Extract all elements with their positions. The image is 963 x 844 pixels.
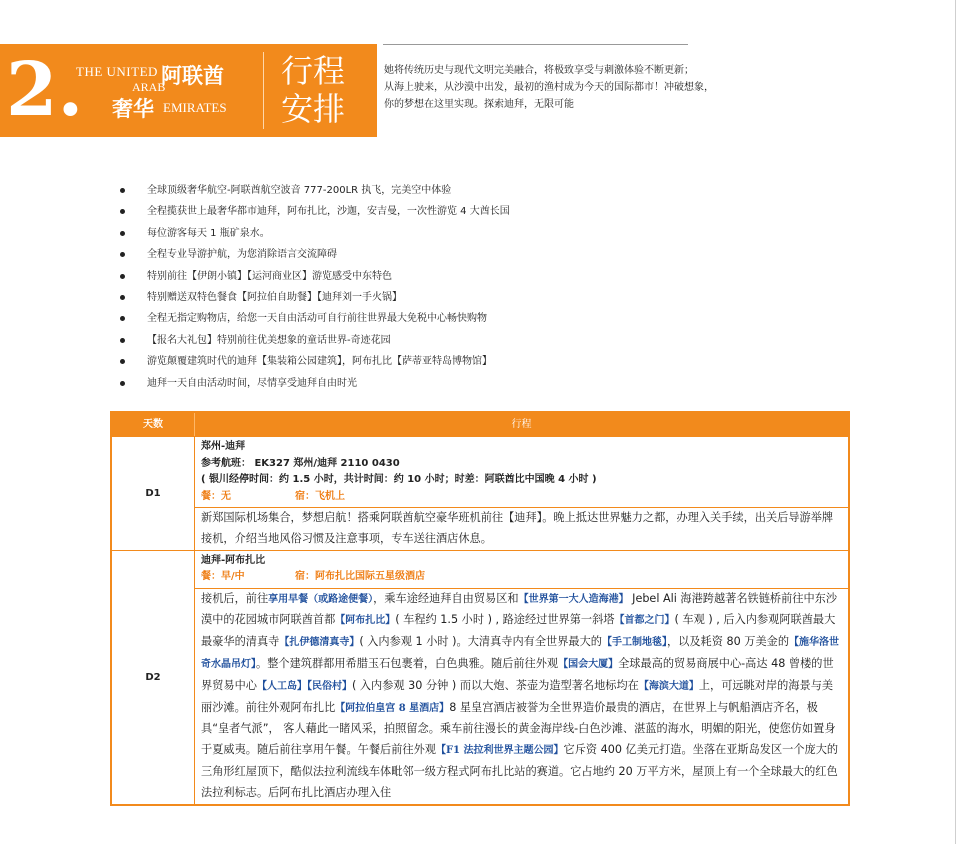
hotel-info: 宿：阿布扎比国际五星级酒店 [295,571,425,583]
desc-highlight: 【阿拉伯皇宫 8 星酒店】 [335,702,450,714]
table-row-d2 [112,550,848,804]
banner-divider [263,52,264,129]
desc-text: ( 车观 ) , 后入内参观阿联酋最大最豪华的清真寺 [201,613,836,649]
route-title: 郑州-迪拜 [201,441,246,452]
banner-english-line1: THE UNITED [76,64,158,79]
desc-highlight: 【施华洛世奇水晶吊灯】 [201,637,840,670]
feature-item: 游览颠覆建筑时代的迪拜【集装箱公园建筑】，阿布扎比【萨蒂亚特岛博物馆】 [118,351,510,372]
day-content [195,551,848,804]
meal-hotel-info [201,489,842,506]
desc-text: ( 入内参观 1 小时 )。大清真寺内有全世界最大的 [359,635,602,649]
desc-text: 上，可远眺对岸的海景与美丽沙滩。前往外观阿布扎比 [201,678,834,714]
col-itinerary-header: 行程 [511,419,532,430]
flight-info: 参考航班： EK327 郑州/迪拜 2110 0430 [201,457,400,469]
desc-highlight: 【国会大厦】 [558,658,619,670]
desc-text: ( 车程约 1.5 小时 ) , 路途经过世界第一斜塔 [395,613,615,627]
desc-text: 。整个建筑群都用希腊玉石包裹着，白色典雅。随后前往外观 [256,656,559,670]
desc-highlight: 享用早餐（或路途便餐） [268,593,374,605]
desc-highlight: 【阿布扎比】 [335,615,396,627]
feature-item: 全程无指定购物店，给您一天自由活动可自行前往世界最大免税中心畅快购物 [118,308,510,329]
day-header [195,551,848,588]
hotel-info: 宿：飞机上 [295,490,345,502]
feature-item: 特别前往【伊朗小镇】【运河商业区】游览感受中东特色 [118,266,510,287]
desc-highlight: 【人工岛】【民俗村】 [256,680,352,692]
feature-item: 每位游客每天 1 瓶矿泉水。 [118,223,510,244]
day-label: D1 [112,437,195,550]
section-title-line2: 安排 [281,90,346,128]
desc-text: 全球最高的贸易商展中心-高达 48 曾楼的世界贸易中心 [201,656,834,692]
intro-text [384,62,764,113]
desc-text: Jebel Ali 海港跨越著名铁链桥前往中东沙漠中的花园城市阿联酋首都 [201,591,838,627]
meal-info: 餐：早/中 [201,571,245,583]
feature-item: 迪拜一天自由活动时间，尽情享受迪拜自由时光 [118,373,510,394]
col-day-header: 天数 [112,413,195,436]
feature-item: 全程揽获世上最奢华都市迪拜，阿布扎比，沙迦，安吉曼，一次性游览 4 大酋长国 [118,201,510,222]
itinerary-table [110,411,850,806]
day-label: D2 [112,551,195,804]
feature-item: 全程专业导游护航，为您消除语言交流障碍 [118,244,510,265]
banner-english-line2: ARAB [132,80,166,94]
flight-note: ( 银川经停时间：约 1.5 小时，共计时间：约 10 小时；时差：阿联酋比中国晚 4 小时 ) [201,474,597,485]
feature-item: 特别赠送双特色餐食【阿拉伯自助餐】【迪拜刘一手火锅】 [118,287,510,308]
meal-info: 餐：无 [201,490,231,502]
desc-highlight: 【海滨大道】 [638,680,699,692]
intro-rule [383,44,688,45]
feature-list [118,180,510,394]
table-header [112,413,848,436]
meal-hotel-info [201,569,842,586]
desc-highlight: 【首都之门】 [614,615,675,627]
feature-item: 全球顶级奢华航空-阿联酋航空波音 777-200LR 执飞，完美空中体验 [118,180,510,201]
desc-highlight: 【F1 法拉利世界主题公园】 [435,745,564,757]
table-row-d1 [112,436,848,550]
banner-english-line3: EMIRATES [163,100,227,115]
page-edge-line [955,0,956,844]
desc-text: 8 星皇宫酒店被誉为全世界造价最贵的酒店，在世界上与帆船酒店齐名，极具“皇者气派”， 客人藉此一睹风采，拍照留念。乘车前往漫长的黄金海岸线-白色沙滩、湛蓝的海水，明媚的阳光，使您仿如置身于夏威夷。随后前往享用午餐。午餐后前往外观 [201,700,836,757]
desc-text: ，乘车途经迪拜自由贸易区和 [373,591,519,605]
day-description: 新郑国际机场集合，梦想启航！搭乘阿联酋航空豪华班机前往【迪拜】。晚上抵达世界魅力之都，办理入关手续，出关后导游举牌接机，介绍当地风俗习惯及注意事项，专车送往酒店休息。 [195,507,848,550]
desc-text: 它斥资 400 亿美元打造。坐落在亚斯岛发区一个庞大的三角形红屋顶下，酷似法拉利流线车体毗邻一级方程式阿布扎比站的赛道。它占地约 20 万平方米，屋顶上有一个全球最大的红色法拉利标志。后阿布扎比酒店办理入住 [201,743,839,799]
day-header [195,437,848,507]
intro-line: 从海上驶来，从沙漠中出发，最初的渔村成为今天的国际都市！冲破想象， [384,82,714,93]
desc-text: 接机后，前往 [201,591,269,605]
desc-text: ( 入内参观 30 分钟 ) 而以大炮、茶壶为造型著名地标均在 [351,678,639,692]
banner-chinese-line1: 阿联酋 [161,63,224,88]
desc-highlight: 【扎伊德清真寺】 [279,637,360,649]
desc-text: ，以及耗资 80 万美金的 [666,635,790,649]
banner-chinese-line2: 奢华 [112,96,154,121]
day-content [195,437,848,550]
desc-highlight: 【手工制地毯】 [601,637,667,649]
intro-line: 她将传统历史与现代文明完美融合，将极致享受与刺激体验不断更新； [384,65,694,76]
section-title-line1: 行程 [281,52,346,90]
desc-highlight: 【世界第一大人造海港】 [518,593,629,605]
section-number: 2. [6,47,84,133]
intro-line: 你的梦想在这里实现。探索迪拜，无限可能 [384,99,574,110]
day-description [195,588,848,804]
route-title: 迪拜-阿布扎比 [201,554,266,566]
feature-item: 【报名大礼包】特别前往优美想象的童话世界-奇迹花园 [118,330,510,351]
